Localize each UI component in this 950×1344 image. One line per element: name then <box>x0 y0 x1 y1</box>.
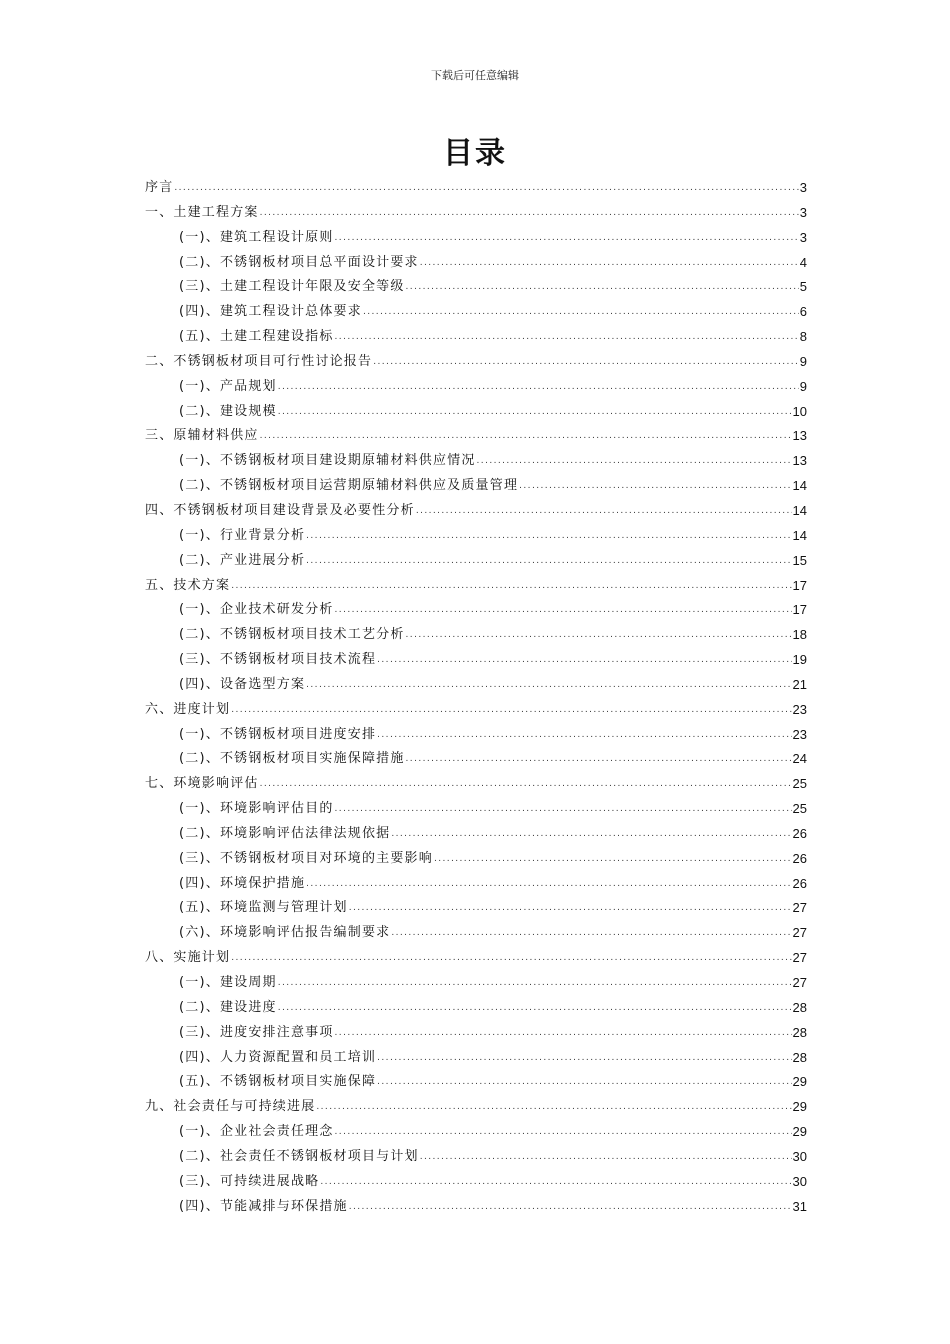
toc-entry-label: (二)、不锈钢板材项目技术工艺分析 <box>179 627 405 643</box>
toc-entry-label: (一)、行业背景分析 <box>179 527 306 543</box>
toc-entry[interactable] <box>145 872 807 897</box>
toc-entry[interactable] <box>145 300 807 325</box>
toc-entry-page-number: 26 <box>792 875 807 891</box>
toc-entry[interactable] <box>145 698 807 723</box>
toc-entry-label: 序言 <box>145 180 174 195</box>
toc-entry-label: (一)、企业社会责任理念 <box>179 1124 334 1140</box>
toc-entry[interactable] <box>145 375 807 400</box>
toc-entry-label: 三、原辅材料供应 <box>145 428 259 444</box>
toc-entry-label: (五)、土建工程建设指标 <box>179 329 334 345</box>
toc-entry-page-number: 3 <box>799 204 807 220</box>
toc-entry-page-number: 4 <box>799 254 807 270</box>
toc-dot-leader <box>278 375 799 400</box>
toc-entry-page-number: 14 <box>792 527 807 543</box>
toc-entry[interactable] <box>145 549 807 574</box>
toc-entry-label: (四)、节能减排与环保措施 <box>179 1198 348 1214</box>
toc-dot-leader <box>278 996 792 1021</box>
toc-entry[interactable] <box>145 350 807 375</box>
toc-entry-page-number: 21 <box>792 676 807 692</box>
toc-entry-page-number: 14 <box>792 502 807 518</box>
toc-dot-leader <box>349 896 792 921</box>
toc-entry-label: (三)、可持续进展战略 <box>179 1173 320 1189</box>
toc-entry[interactable] <box>145 822 807 847</box>
toc-dot-leader <box>377 723 791 748</box>
toc-entry-label: (一)、产品规划 <box>179 378 277 394</box>
toc-entry[interactable] <box>145 251 807 276</box>
toc-dot-leader <box>260 772 792 797</box>
toc-dot-leader <box>335 797 792 822</box>
toc-dot-leader <box>306 872 791 897</box>
toc-entry-label: (二)、不锈钢板材项目实施保障措施 <box>179 751 405 767</box>
toc-entry-page-number: 23 <box>792 701 807 717</box>
toc-dot-leader <box>391 921 791 946</box>
toc-entry-page-number: 25 <box>792 776 807 792</box>
toc-entry[interactable] <box>145 996 807 1021</box>
toc-entry-page-number: 3 <box>799 229 807 245</box>
toc-entry-page-number: 9 <box>799 378 807 394</box>
toc-entry[interactable] <box>145 971 807 996</box>
toc-entry-label: (二)、产业进展分析 <box>179 552 306 568</box>
toc-dot-leader <box>335 598 792 623</box>
toc-entry-label: (一)、不锈钢板材项目建设期原辅材料供应情况 <box>179 453 476 469</box>
page-title: 目录 <box>443 136 507 171</box>
toc-dot-leader <box>377 1070 791 1095</box>
toc-dot-leader <box>373 350 799 375</box>
toc-entry-page-number: 29 <box>792 1099 807 1115</box>
toc-dot-leader <box>306 673 791 698</box>
toc-entry[interactable] <box>145 772 807 797</box>
toc-entry[interactable] <box>145 400 807 425</box>
toc-dot-leader <box>260 201 799 226</box>
toc-dot-leader <box>306 549 791 574</box>
toc-entry-label: 九、社会责任与可持续进展 <box>145 1099 316 1115</box>
toc-entry-label: 一、土建工程方案 <box>145 204 259 220</box>
toc-entry-label: 五、技术方案 <box>145 577 231 593</box>
toc-entry-label: (四)、建筑工程设计总体要求 <box>179 304 362 320</box>
toc-entry-page-number: 25 <box>792 801 807 817</box>
toc-dot-leader <box>420 1145 792 1170</box>
toc-entry-page-number: 26 <box>792 850 807 866</box>
toc-entry-label: (五)、环境监测与管理计划 <box>179 900 348 916</box>
toc-entry-label: (一)、环境影响评估目的 <box>179 801 334 817</box>
toc-entry[interactable] <box>145 524 807 549</box>
toc-entry-label: 七、环境影响评估 <box>145 776 259 792</box>
toc-dot-leader <box>335 1120 792 1145</box>
toc-dot-leader <box>231 574 791 599</box>
toc-entry[interactable] <box>145 176 807 201</box>
toc-entry-label: (二)、不锈钢板材项目运营期原辅材料供应及质量管理 <box>179 478 519 494</box>
toc-entry[interactable] <box>145 1145 807 1170</box>
toc-entry[interactable] <box>145 474 807 499</box>
toc-entry-page-number: 17 <box>792 577 807 593</box>
toc-entry[interactable] <box>145 946 807 971</box>
toc-entry-label: 六、进度计划 <box>145 701 231 717</box>
toc-entry-label: (三)、不锈钢板材项目技术流程 <box>179 652 377 668</box>
toc-entry-page-number: 24 <box>792 751 807 767</box>
toc-entry-page-number: 26 <box>792 825 807 841</box>
toc-entry-label: (三)、土建工程设计年限及安全等级 <box>179 279 405 295</box>
toc-entry[interactable] <box>145 896 807 921</box>
toc-dot-leader <box>363 300 799 325</box>
toc-entry-label: 八、实施计划 <box>145 950 231 966</box>
toc-entry[interactable] <box>145 1195 807 1220</box>
toc-entry-label: (一)、建设周期 <box>179 975 277 990</box>
toc-dot-leader <box>231 698 791 723</box>
toc-entry-page-number: 27 <box>792 925 807 941</box>
toc-entry-page-number: 23 <box>792 726 807 742</box>
toc-dot-leader <box>335 325 799 350</box>
toc-entry[interactable] <box>145 201 807 226</box>
toc-entry[interactable] <box>145 449 807 474</box>
toc-dot-leader <box>260 424 792 449</box>
toc-dot-leader <box>306 524 791 549</box>
toc-dot-leader <box>335 1021 792 1046</box>
toc-entry-page-number: 15 <box>792 552 807 568</box>
toc-entry-label: (二)、环境影响评估法律法规依据 <box>179 825 391 841</box>
toc-dot-leader <box>420 251 799 276</box>
toc-entry-page-number: 5 <box>799 279 807 295</box>
toc-entry-label: (二)、建设规模 <box>179 403 277 419</box>
toc-entry[interactable] <box>145 1021 807 1046</box>
toc-dot-leader <box>335 226 799 251</box>
toc-entry[interactable] <box>145 673 807 698</box>
toc-entry-label: (一)、不锈钢板材项目进度安排 <box>179 726 377 742</box>
toc-dot-leader <box>231 946 791 971</box>
toc-entry[interactable] <box>145 1170 807 1195</box>
header-note: 下载后可任意编辑 <box>431 69 519 82</box>
toc-entry-label: (二)、建设进度 <box>179 999 277 1015</box>
toc-entry[interactable] <box>145 1120 807 1145</box>
toc-entry-label: (三)、进度安排注意事项 <box>179 1024 334 1040</box>
toc-dot-leader <box>416 499 792 524</box>
toc-entry[interactable] <box>145 623 807 648</box>
toc-dot-leader <box>406 275 799 300</box>
toc-entry-page-number: 27 <box>792 900 807 916</box>
toc-entry[interactable] <box>145 747 807 772</box>
toc-entry[interactable] <box>145 424 807 449</box>
toc-entry[interactable] <box>145 598 807 623</box>
toc-entry[interactable] <box>145 797 807 822</box>
toc-entry[interactable] <box>145 1095 807 1120</box>
toc-dot-leader <box>519 474 791 499</box>
toc-entry-page-number: 27 <box>792 950 807 966</box>
toc-entry-page-number: 6 <box>799 304 807 320</box>
toc-entry-label: 二、不锈钢板材项目可行性讨论报告 <box>145 353 373 369</box>
toc-dot-leader <box>477 449 792 474</box>
toc-dot-leader <box>406 747 792 772</box>
toc-entry-page-number: 17 <box>792 602 807 618</box>
toc-dot-leader <box>320 1170 791 1195</box>
toc-entry[interactable] <box>145 847 807 872</box>
table-of-contents <box>145 176 807 1219</box>
toc-entry-label: (四)、人力资源配置和员工培训 <box>179 1049 377 1065</box>
toc-entry-page-number: 19 <box>792 652 807 668</box>
toc-entry-label: (二)、不锈钢板材项目总平面设计要求 <box>179 254 419 270</box>
toc-entry-label: (四)、设备选型方案 <box>179 676 306 692</box>
toc-entry-label: (二)、社会责任不锈钢板材项目与计划 <box>179 1148 419 1164</box>
toc-entry[interactable] <box>145 275 807 300</box>
toc-dot-leader <box>406 623 792 648</box>
toc-entry-page-number: 29 <box>792 1124 807 1140</box>
toc-entry-page-number: 18 <box>792 627 807 643</box>
toc-dot-leader <box>316 1095 791 1120</box>
toc-entry[interactable] <box>145 723 807 748</box>
toc-entry-page-number: 30 <box>792 1173 807 1189</box>
toc-entry-page-number: 10 <box>792 403 807 419</box>
toc-entry-page-number: 29 <box>792 1074 807 1090</box>
toc-entry-label: (一)、建筑工程设计原则 <box>179 229 334 245</box>
toc-dot-leader <box>377 648 791 673</box>
toc-entry-page-number: 28 <box>792 1049 807 1065</box>
toc-entry[interactable] <box>145 648 807 673</box>
toc-dot-leader <box>349 1195 792 1220</box>
toc-dot-leader <box>434 847 792 872</box>
toc-dot-leader <box>278 971 792 996</box>
toc-entry[interactable] <box>145 226 807 251</box>
toc-dot-leader <box>391 822 791 847</box>
toc-dot-leader <box>278 400 792 425</box>
toc-entry-page-number: 13 <box>792 453 807 469</box>
toc-entry-label: (五)、不锈钢板材项目实施保障 <box>179 1074 377 1090</box>
toc-entry[interactable] <box>145 1070 807 1095</box>
toc-entry-page-number: 9 <box>799 353 807 369</box>
toc-entry-page-number: 30 <box>792 1148 807 1164</box>
toc-entry-page-number: 3 <box>799 180 807 195</box>
toc-entry[interactable] <box>145 921 807 946</box>
toc-entry-label: 四、不锈钢板材项目建设背景及必要性分析 <box>145 502 415 518</box>
toc-entry-label: (四)、环境保护措施 <box>179 875 306 891</box>
toc-entry-label: (三)、不锈钢板材项目对环境的主要影响 <box>179 850 433 866</box>
toc-entry[interactable] <box>145 325 807 350</box>
toc-entry-page-number: 28 <box>792 1024 807 1040</box>
toc-dot-leader <box>174 176 798 201</box>
toc-entry-page-number: 8 <box>799 329 807 345</box>
toc-entry-page-number: 27 <box>792 975 807 990</box>
toc-entry-label: (一)、企业技术研发分析 <box>179 602 334 618</box>
toc-entry-page-number: 31 <box>792 1198 807 1214</box>
toc-entry-page-number: 14 <box>792 478 807 494</box>
toc-entry[interactable] <box>145 1046 807 1071</box>
toc-entry-page-number: 13 <box>792 428 807 444</box>
toc-entry-page-number: 28 <box>792 999 807 1015</box>
toc-entry[interactable] <box>145 574 807 599</box>
toc-dot-leader <box>377 1046 791 1071</box>
toc-entry-label: (六)、环境影响评估报告编制要求 <box>179 925 391 941</box>
toc-entry[interactable] <box>145 499 807 524</box>
